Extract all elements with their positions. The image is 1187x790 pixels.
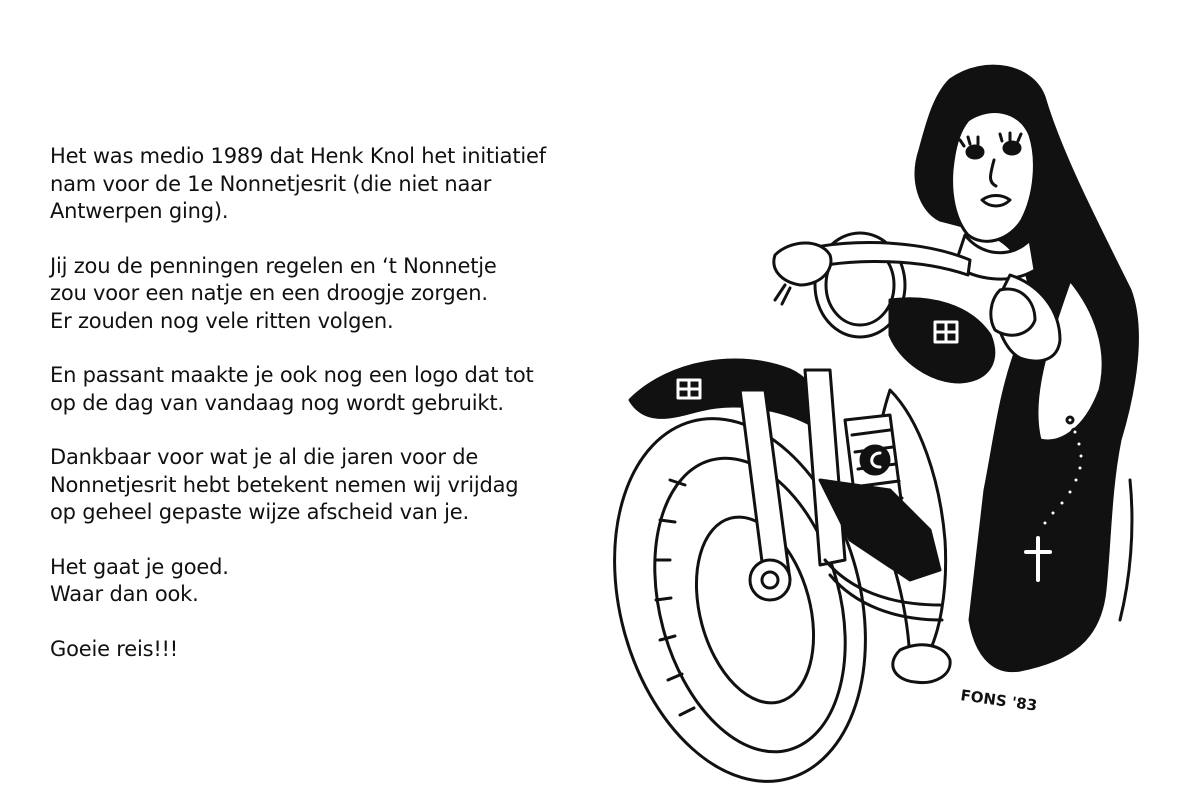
text-line: Er zouden nog vele ritten volgen. <box>50 308 394 333</box>
text-line: zou voor een natje en een droogje zorgen. <box>50 281 488 305</box>
artist-signature: FONS '83 <box>959 686 1039 715</box>
text-line: Goeie reis!!! <box>50 636 178 661</box>
right-eye <box>1004 142 1020 154</box>
nun-on-motorcycle-illustration <box>590 60 1150 790</box>
text-line: Waar dan ook. <box>50 582 199 606</box>
paragraph-wishes <box>50 554 610 609</box>
mouth <box>982 196 1010 207</box>
fuel-tank <box>890 299 994 382</box>
text-line: Het was medio 1989 dat Henk Knol het initiatief <box>50 144 546 168</box>
left-eye <box>967 146 983 158</box>
left-hand <box>774 243 831 285</box>
text-line: Nonnetjesrit hebt betekent nemen wij vrijdag <box>50 472 519 497</box>
text-line: Het gaat je goed. <box>50 554 229 579</box>
text-line: Antwerpen ging). <box>50 199 229 223</box>
text-line: Dankbaar voor wat je al die jaren voor de <box>50 445 479 469</box>
paragraph-logo <box>50 362 610 417</box>
engine-emblem <box>861 446 889 474</box>
paragraph-thanks <box>50 444 610 527</box>
paragraph-history <box>50 143 610 226</box>
paragraph-goodbye <box>50 636 610 664</box>
text-line: Jij zou de penningen regelen en ‘t Nonnetje <box>50 253 497 278</box>
brake-lever <box>775 285 790 304</box>
shoe <box>893 645 950 683</box>
text-line: nam voor de 1e Nonnetjesrit (die niet naar <box>50 171 492 196</box>
motion-lines <box>1120 480 1132 620</box>
nun-face <box>952 112 1035 242</box>
text-line: En passant maakte je ook nog een logo dat tot <box>50 363 534 387</box>
text-line: op geheel gepaste wijze afscheid van je. <box>50 500 469 524</box>
text-line: op de dag van vandaag nog wordt gebruikt. <box>50 390 504 415</box>
farewell-text <box>50 143 610 690</box>
front-axle <box>750 560 790 600</box>
paragraph-roles <box>50 253 610 336</box>
